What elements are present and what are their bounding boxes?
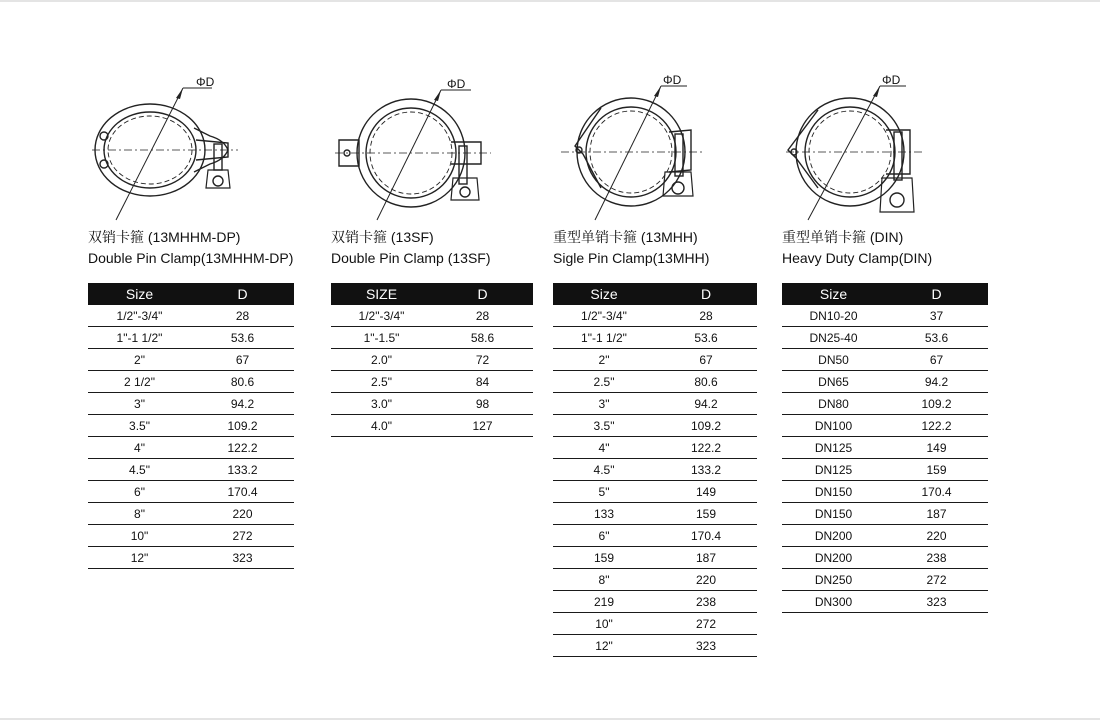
caption-cn: 重型单销卡箍 (DIN)	[782, 229, 904, 245]
table-row	[553, 613, 757, 635]
d-cell: 98	[432, 393, 533, 415]
size-cell: 8"	[553, 569, 655, 591]
d-cell: 109.2	[655, 415, 757, 437]
size-cell: 12"	[88, 547, 191, 569]
table-row	[331, 371, 533, 393]
d-cell: 67	[655, 349, 757, 371]
size-cell: 5"	[553, 481, 655, 503]
size-cell: 2.0"	[331, 349, 432, 371]
d-cell: 170.4	[191, 481, 294, 503]
table-row	[782, 503, 988, 525]
size-cell: DN65	[782, 371, 885, 393]
table-row	[553, 547, 757, 569]
table-row	[331, 327, 533, 349]
table-row	[553, 371, 757, 393]
size-cell: 3"	[553, 393, 655, 415]
d-cell: 159	[655, 503, 757, 525]
d-cell: 323	[885, 591, 988, 613]
table-row	[553, 415, 757, 437]
table-row	[782, 547, 988, 569]
table-row	[782, 437, 988, 459]
size-cell: 159	[553, 547, 655, 569]
d-cell: 109.2	[885, 393, 988, 415]
d-cell: 94.2	[885, 371, 988, 393]
table-row	[553, 437, 757, 459]
size-cell: 4.0"	[331, 415, 432, 437]
table-row	[88, 349, 294, 371]
d-cell: 122.2	[191, 437, 294, 459]
size-cell: DN25-40	[782, 327, 885, 349]
table-row	[553, 349, 757, 371]
table-row	[88, 305, 294, 327]
size-cell: 4.5"	[88, 459, 191, 481]
d-cell: 94.2	[655, 393, 757, 415]
table-row	[553, 591, 757, 613]
size-cell: 3.5"	[88, 415, 191, 437]
header-size: Size	[782, 283, 885, 305]
clamp-drawing-single-pin-13mhh	[553, 70, 763, 225]
d-cell: 220	[655, 569, 757, 591]
size-cell: 3"	[88, 393, 191, 415]
table-row	[88, 547, 294, 569]
d-cell: 220	[885, 525, 988, 547]
d-cell: 53.6	[885, 327, 988, 349]
header-d: D	[655, 283, 757, 305]
table-row	[553, 503, 757, 525]
clamp-drawing-heavy-duty-din	[782, 70, 992, 225]
size-cell: 1/2"-3/4"	[88, 305, 191, 327]
size-cell: 2 1/2"	[88, 371, 191, 393]
d-cell: 58.6	[432, 327, 533, 349]
d-cell: 28	[432, 305, 533, 327]
spec-table	[782, 283, 988, 613]
d-cell: 323	[191, 547, 294, 569]
table-row	[782, 459, 988, 481]
size-cell: 3.0"	[331, 393, 432, 415]
d-cell: 272	[885, 569, 988, 591]
d-cell: 28	[191, 305, 294, 327]
d-cell: 238	[655, 591, 757, 613]
table-row	[88, 393, 294, 415]
size-cell: 4"	[553, 437, 655, 459]
d-cell: 149	[885, 437, 988, 459]
size-cell: 4"	[88, 437, 191, 459]
table-row	[553, 393, 757, 415]
size-cell: DN200	[782, 525, 885, 547]
product-block	[331, 70, 541, 437]
clamp-drawing-double-pin-13mhhm-dp	[88, 70, 298, 225]
d-cell: 170.4	[655, 525, 757, 547]
size-cell: 2.5"	[331, 371, 432, 393]
table-row	[553, 525, 757, 547]
d-cell: 72	[432, 349, 533, 371]
size-cell: DN200	[782, 547, 885, 569]
table-row	[782, 393, 988, 415]
d-cell: 84	[432, 371, 533, 393]
size-cell: 219	[553, 591, 655, 613]
spec-table	[331, 283, 533, 437]
caption-cn: 重型单销卡箍 (13MHH)	[553, 229, 698, 245]
size-cell: 10"	[553, 613, 655, 635]
table-row	[553, 327, 757, 349]
size-cell: 133	[553, 503, 655, 525]
header-size: SIZE	[331, 283, 432, 305]
d-cell: 238	[885, 547, 988, 569]
d-cell: 122.2	[655, 437, 757, 459]
table-row	[782, 305, 988, 327]
diameter-label: ΦD	[196, 75, 215, 89]
d-cell: 220	[191, 503, 294, 525]
table-row	[553, 481, 757, 503]
d-cell: 170.4	[885, 481, 988, 503]
table-row	[88, 415, 294, 437]
table-row	[782, 525, 988, 547]
size-cell: 6"	[553, 525, 655, 547]
d-cell: 187	[655, 547, 757, 569]
d-cell: 80.6	[191, 371, 294, 393]
d-cell: 122.2	[885, 415, 988, 437]
d-cell: 67	[191, 349, 294, 371]
table-row	[782, 371, 988, 393]
size-cell: 10"	[88, 525, 191, 547]
product-block	[88, 70, 298, 569]
d-cell: 159	[885, 459, 988, 481]
d-cell: 80.6	[655, 371, 757, 393]
d-cell: 149	[655, 481, 757, 503]
d-cell: 272	[655, 613, 757, 635]
spec-table	[88, 283, 294, 569]
caption-cn: 双销卡箍 (13MHHM-DP)	[88, 229, 241, 245]
size-cell: DN125	[782, 437, 885, 459]
size-cell: 2"	[88, 349, 191, 371]
product-block	[553, 70, 763, 657]
size-cell: 1"-1 1/2"	[88, 327, 191, 349]
table-row	[88, 371, 294, 393]
size-cell: DN80	[782, 393, 885, 415]
size-cell: DN10-20	[782, 305, 885, 327]
size-cell: DN250	[782, 569, 885, 591]
page-top-border	[0, 0, 1100, 2]
d-cell: 127	[432, 415, 533, 437]
size-cell: DN300	[782, 591, 885, 613]
size-cell: 1"-1.5"	[331, 327, 432, 349]
d-cell: 109.2	[191, 415, 294, 437]
product-block	[782, 70, 992, 613]
table-row	[782, 415, 988, 437]
table-row	[331, 305, 533, 327]
spec-table	[553, 283, 757, 657]
size-cell: 3.5"	[553, 415, 655, 437]
caption-en: Sigle Pin Clamp(13MHH)	[553, 250, 710, 266]
size-cell: 1/2"-3/4"	[331, 305, 432, 327]
table-row	[331, 415, 533, 437]
table-row	[553, 569, 757, 591]
d-cell: 323	[655, 635, 757, 657]
caption-cn: 双销卡箍 (13SF)	[331, 229, 434, 245]
table-row	[782, 327, 988, 349]
table-row	[553, 459, 757, 481]
caption-en: Double Pin Clamp (13SF)	[331, 250, 491, 266]
diameter-label: ΦD	[447, 77, 466, 91]
size-cell: 1/2"-3/4"	[553, 305, 655, 327]
table-row	[88, 503, 294, 525]
table-row	[782, 349, 988, 371]
header-d: D	[191, 283, 294, 305]
d-cell: 187	[885, 503, 988, 525]
table-row	[88, 437, 294, 459]
table-row	[553, 635, 757, 657]
table-row	[782, 569, 988, 591]
clamp-drawing-double-pin-13sf	[331, 70, 541, 225]
size-cell: DN150	[782, 481, 885, 503]
d-cell: 53.6	[191, 327, 294, 349]
size-cell: 1"-1 1/2"	[553, 327, 655, 349]
table-row	[331, 349, 533, 371]
size-cell: DN100	[782, 415, 885, 437]
d-cell: 37	[885, 305, 988, 327]
table-row	[88, 525, 294, 547]
size-cell: DN50	[782, 349, 885, 371]
size-cell: 2.5"	[553, 371, 655, 393]
caption-en: Heavy Duty Clamp(DIN)	[782, 250, 933, 266]
table-row	[782, 481, 988, 503]
size-cell: 4.5"	[553, 459, 655, 481]
d-cell: 272	[191, 525, 294, 547]
size-cell: DN125	[782, 459, 885, 481]
diameter-label: ΦD	[882, 73, 901, 87]
size-cell: 8"	[88, 503, 191, 525]
diameter-label: ΦD	[663, 73, 682, 87]
d-cell: 53.6	[655, 327, 757, 349]
table-row	[782, 591, 988, 613]
table-row	[88, 481, 294, 503]
header-d: D	[885, 283, 988, 305]
d-cell: 133.2	[655, 459, 757, 481]
caption-en: Double Pin Clamp(13MHHM-DP)	[88, 250, 294, 266]
header-size: Size	[553, 283, 655, 305]
size-cell: 2"	[553, 349, 655, 371]
d-cell: 67	[885, 349, 988, 371]
d-cell: 133.2	[191, 459, 294, 481]
header-d: D	[432, 283, 533, 305]
table-row	[88, 459, 294, 481]
d-cell: 94.2	[191, 393, 294, 415]
header-size: Size	[88, 283, 191, 305]
table-row	[88, 327, 294, 349]
d-cell: 28	[655, 305, 757, 327]
table-row	[331, 393, 533, 415]
size-cell: 12"	[553, 635, 655, 657]
table-row	[553, 305, 757, 327]
size-cell: DN150	[782, 503, 885, 525]
size-cell: 6"	[88, 481, 191, 503]
